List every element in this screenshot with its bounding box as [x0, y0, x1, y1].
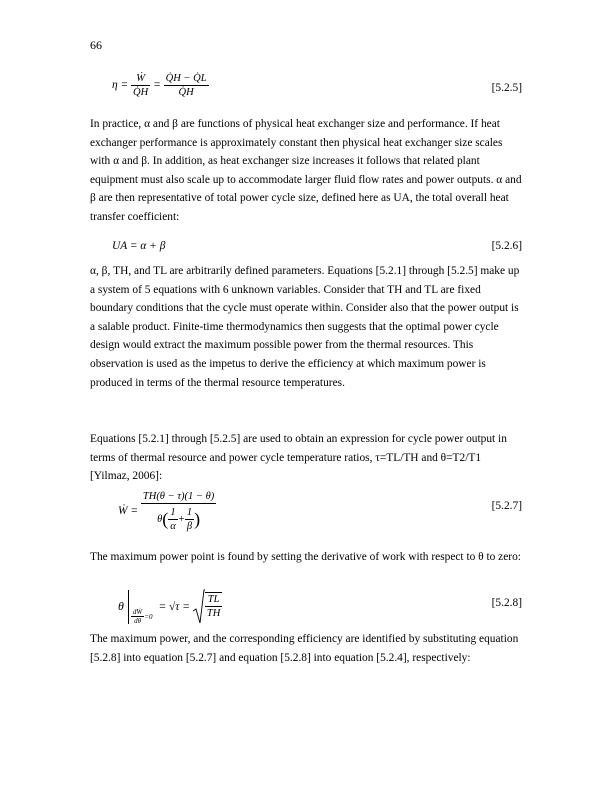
paragraph: The maximum power, and the corresponding efficiency are identified by substituting equation [5.2.8] into equation [5.2.7] and equation [5.2.8] into equation [5.2.4], respectively:: [90, 633, 519, 664]
equation-number: [5.2.6]: [491, 240, 522, 252]
eq-lhs: θ: [118, 599, 124, 613]
eq-condition-fraction: [131, 608, 144, 625]
eq-frac-denominator: Q̇H: [133, 87, 149, 98]
equation-number: [5.2.8]: [491, 597, 522, 609]
equation-number: [5.2.7]: [491, 500, 522, 512]
equation-5-2-7: [118, 490, 216, 533]
eq-frac-denominator: α: [170, 521, 176, 532]
equation-5-2-6: UA = α + β: [112, 240, 166, 252]
eq-condition-value: =0: [144, 612, 153, 621]
square-root: [193, 589, 222, 625]
eq-fraction: [205, 592, 222, 620]
eq-frac-denominator: θ( $\frac{1}{\alpha}$ + $\frac{1}{\beta}$ ): [157, 507, 201, 532]
eq-frac-numerator: dẆ: [132, 608, 143, 616]
eq-lhs: η =: [112, 79, 129, 92]
eq-frac-denominator: TH: [206, 608, 221, 619]
equation-5-2-8: [118, 588, 222, 625]
eq-inner-fraction: [185, 506, 194, 533]
radical-sign-icon: [193, 589, 205, 625]
eq-frac-denominator: β: [186, 521, 193, 532]
eq-fraction: [141, 490, 216, 533]
eq-frac-numerator: 1: [168, 506, 178, 520]
eq-inner-fraction: [168, 506, 178, 533]
eq-theta: θ: [157, 513, 163, 525]
eq-fraction: [131, 72, 150, 99]
eq-frac-numerator: TH(θ − τ)(1 − θ): [142, 491, 215, 502]
paragraph: Equations [5.2.1] through [5.2.5] are used to obtain an expression for cycle power output in terms of thermal resource and power cycle temperature ratios, τ=TL/TH and θ=T2/T1 [Yilmaz, 2006]:: [90, 433, 507, 483]
eq-frac-denominator: dθ: [134, 617, 142, 625]
paragraph: In practice, α and β are functions of physical heat exchanger size and performance. If heat exchanger performance is approximately constant then physical heat exchanger size scales with α and β. In addition, as heat exchanger size increases it follows that related plant equipment must also scale up to accommodate larger fluid flow rates and power outputs. α and β are then representative of total power cycle size, defined here as UA, the total overall heat transfer coefficient:: [90, 118, 522, 223]
eq-frac-numerator: TL: [205, 593, 222, 607]
eq-frac-numerator: 1: [186, 507, 193, 518]
equation-5-2-5: [112, 72, 209, 99]
eq-equals: =: [153, 79, 161, 92]
eq-lhs: Ẇ =: [118, 505, 139, 518]
paragraph: The maximum power point is found by setting the derivative of work with respect to θ to zero:: [90, 551, 521, 563]
equation-number: [5.2.5]: [491, 82, 522, 94]
eq-frac-numerator: Ẇ: [131, 72, 150, 86]
eq-condition: [131, 608, 153, 625]
paragraph: α, β, TH, and TL are arbitrarily defined parameters. Equations [5.2.1] through [5.2.5] make up a system of 5 equations with 6 unknown variables. Consider that TH and TL are fixed boundary conditions that the cycle must operate within. Consider also that the power output is a salable product. Finite-time thermodynamics then suggests that the optimal power cycle design would extract the maximum possible power from the thermal resources. This observation is used as the impetus to derive the efficiency at which maximum power is produced in terms of the thermal resource temperatures.: [90, 265, 520, 389]
eq-middle: = √τ =: [158, 600, 190, 613]
eq-plus: +: [177, 513, 185, 525]
eq-evaluation-bar: [128, 590, 129, 624]
eq-frac-numerator: Q̇H − Q̇L: [165, 73, 207, 84]
eq-fraction: [164, 72, 209, 99]
page-number: 66: [90, 38, 102, 52]
eq-frac-denominator: Q̇H: [178, 87, 194, 98]
